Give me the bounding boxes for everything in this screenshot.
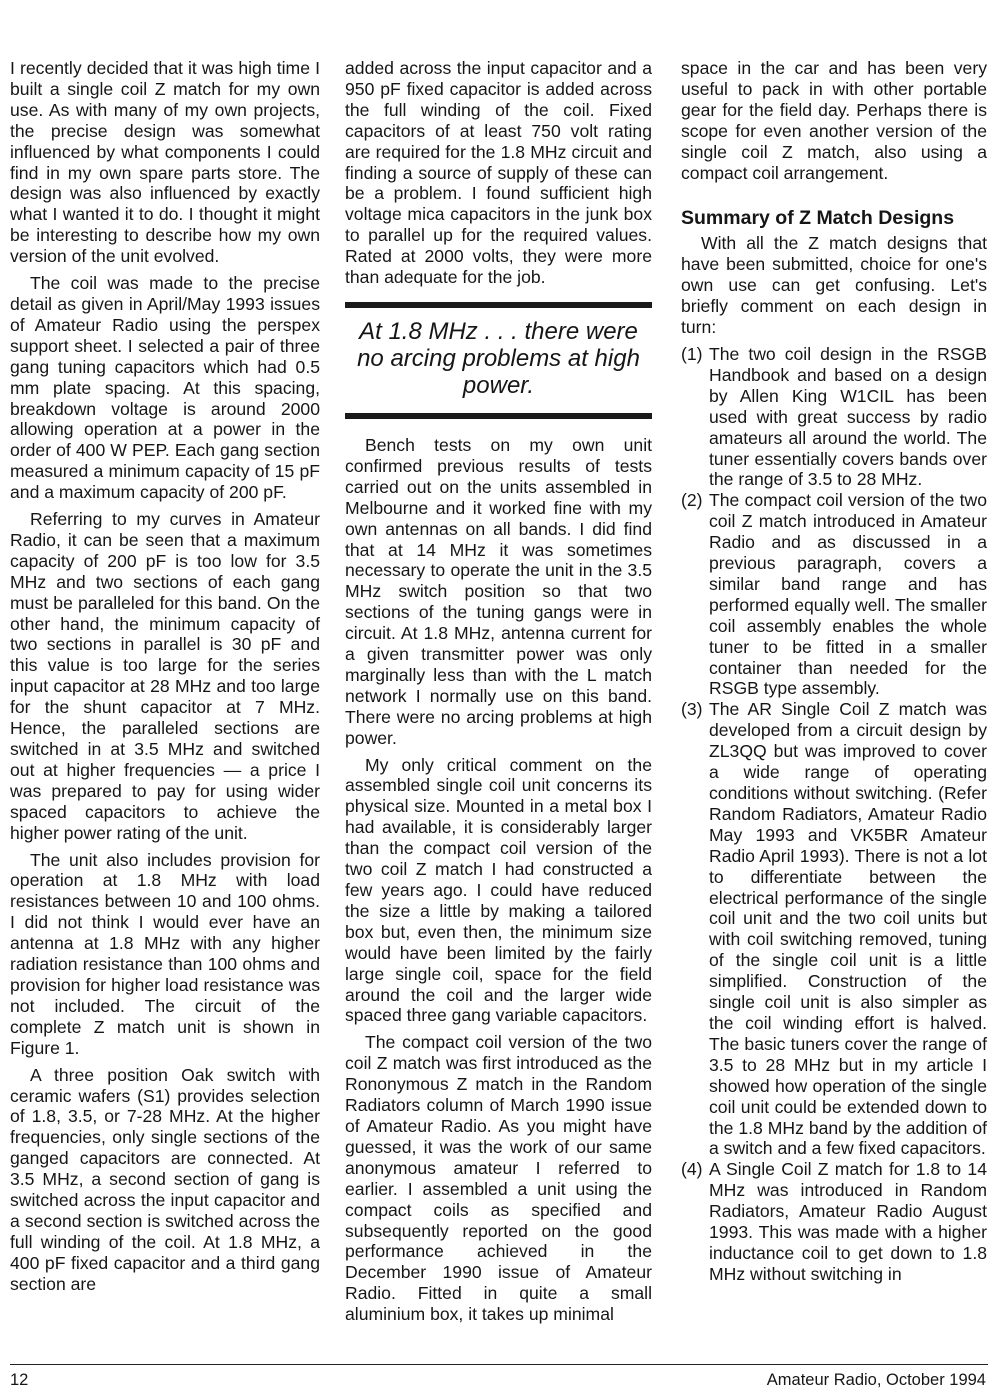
- list-number: (4): [681, 1159, 703, 1180]
- section-heading: Summary of Z Match Designs: [681, 207, 955, 230]
- list-item: [681, 1159, 987, 1284]
- paragraph: With all the Z match designs that have been submitted, choice for one's own use can get confusing. Let's briefly comment on each design in turn:: [681, 233, 987, 338]
- list-item: [681, 699, 987, 1159]
- paragraph: The compact coil version of the two coil Z match was first introduced as the Rononymous Z match in the Random Radiators column of March 1990 issue of Amateur Radio. As you might have guessed, it was the work of our same anonymous amateur I referred to earlier. I assembled a unit using the compact coils as specified and subsequently reported on the good performance achieved in the December 1990 issue of Amateur Radio. Fitted in quite a small aluminium box, it takes up minimal: [345, 1032, 652, 1325]
- paragraph: space in the car and has been very useful to pack in with other portable gear for the field day. Perhaps there is scope for even another version of the single coil Z match, also using a compact coil arrangement.: [681, 58, 987, 183]
- list-number: (3): [681, 699, 703, 720]
- list-text: The compact coil version of the two coil Z match introduced in Amateur Radio and as discussed in a previous paragraph, covers a similar band range and has performed equally well. The smaller coil assembly enables the whole tuner to be fitted in a smaller container than needed for the RSGB type assembly.: [709, 490, 987, 699]
- paragraph: A three position Oak switch with ceramic wafers (S1) provides selection of 1.8, 3.5, or 7-28 MHz. At the higher frequencies, only single sections of the ganged capacitors are connected. At 3.5 MHz, a second section of gang is switched across the input capacitor and a second section is switched across the full winding of the coil. At 1.8 MHz, a 400 pF fixed capacitor and a third gang section are: [10, 1064, 320, 1294]
- list-number: (1): [681, 343, 703, 364]
- list-item: [681, 490, 987, 699]
- paragraph: Referring to my curves in Amateur Radio, it can be seen that a maximum capacity of 200 pF is too low for 3.5 MHz and two sections of each gang must be paralleled for this band. On the other hand, the minimum capacity of two sections in parallel is 30 pF and this value is too large for the series input capacitor at 28 MHz and too large for the shunt capacitor at 7 MHz. Hence, the paralleled sections are switched in at 3.5 MHz and switched out at higher frequencies — a price I was prepared to pay for using wider spaced capacitors to achieve the higher power rating of the unit.: [10, 509, 320, 843]
- paragraph: The coil was made to the precise detail as given in April/May 1993 issues of Amateur Radio using the perspex support sheet. I selected a pair of three gang tuning capacitors which had 0.5 mm plate spacing. At this spacing, breakdown voltage is around 2000 allowing operation at a power in the order of 400 W PEP. Each gang section measured a minimum capacity of 15 pF and a maximum capacity of 200 pF.: [10, 273, 320, 503]
- list-text: The two coil design in the RSGB Handbook and based on a design by Allen King W1CIL has been used with great success by radio amateurs all around the world. The tuner essentially covers bands over the range of 3.5 to 28 MHz.: [709, 343, 987, 490]
- design-list: [681, 344, 987, 1285]
- publication-line: Amateur Radio, October 1994: [766, 1371, 986, 1389]
- paragraph: I recently decided that it was high time I built a single coil Z match for my own use. As with many of my own projects, the precise design was somewhat influenced by what components I could find in my own spare parts store. The design was also influenced by exactly what I wanted it to do. I thought it might be interesting to describe how my own version of the unit evolved.: [10, 58, 320, 267]
- footer-rule: [10, 1364, 988, 1365]
- paragraph: added across the input capacitor and a 950 pF fixed capacitor is added across the full winding of the coil. Fixed capacitors of at least 750 volt rating are required for the 1.8 MHz circuit and finding a source of supply of these can be a problem. I found sufficient high voltage mica capacitors in the junk box to parallel up for the required values. Rated at 2000 volts, they were more than adequate for the job.: [345, 58, 652, 288]
- column-right: [681, 58, 987, 1285]
- column-middle: [345, 58, 652, 1331]
- column-left: [10, 58, 320, 1301]
- list-item: [681, 344, 987, 490]
- paragraph: The unit also includes provision for operation at 1.8 MHz with load resistances between 10 and 100 ohms. I did not think I would ever have an antenna at 1.8 MHz with any higher radiation resistance than 100 ohms and provision for higher load resistance was not included. The circuit of the complete Z match unit is shown in Figure 1.: [10, 849, 320, 1058]
- pull-quote: At 1.8 MHz . . . there were no arcing problems at high power.: [345, 302, 652, 419]
- paragraph: My only critical comment on the assembled single coil unit concerns its physical size. Mounted in a metal box I had available, it is considerably larger than the compact coil version of the two coil Z match I had constructed a few years ago. I could have reduced the size a little by making a tailored box but, even then, the minimum size would have been limited by the fairly large single coil, space for the field around the coil and the larger wide spaced three gang variable capacitors.: [345, 754, 652, 1026]
- paragraph: Bench tests on my own unit confirmed previous results of tests carried out on the units assembled in Melbourne and it worked fine with my own antennas on all bands. I did find that at 14 MHz it was sometimes necessary to operate the unit in the 3.5 MHz switch position so that two sections of the tuning gangs were in circuit. At 1.8 MHz, antenna current for a given transmitter power was only marginally less than with the L match network I normally use on this band. There were no arcing problems at high power.: [345, 434, 652, 748]
- page-number: 12: [10, 1371, 29, 1389]
- list-number: (2): [681, 490, 703, 511]
- list-text: A Single Coil Z match for 1.8 to 14 MHz was introduced in Random Radiators, Amateur Radio August 1993. This was made with a higher inductance coil to get down to 1.8 MHz without switching in: [709, 1159, 987, 1284]
- list-text: The AR Single Coil Z match was developed from a circuit design by ZL3QQ but was improved to cover a wide range of operating conditions without switching. (Refer Random Radiators, Amateur Radio May 1993 and VK5BR Amateur Radio April 1993). There is not a lot to differentiate between the electrical performance of the single coil unit and the two coil units but with coil switching removed, tuning of the single coil unit is a little simplified. Construction of the single coil unit is also simpler as the coil winding effort is halved. The basic tuners cover the range of 3.5 to 28 MHz but in my article I showed how operation of the single coil unit could be extended down to the 1.8 MHz band by the addition of a switch and a few fixed capacitors.: [709, 699, 987, 1159]
